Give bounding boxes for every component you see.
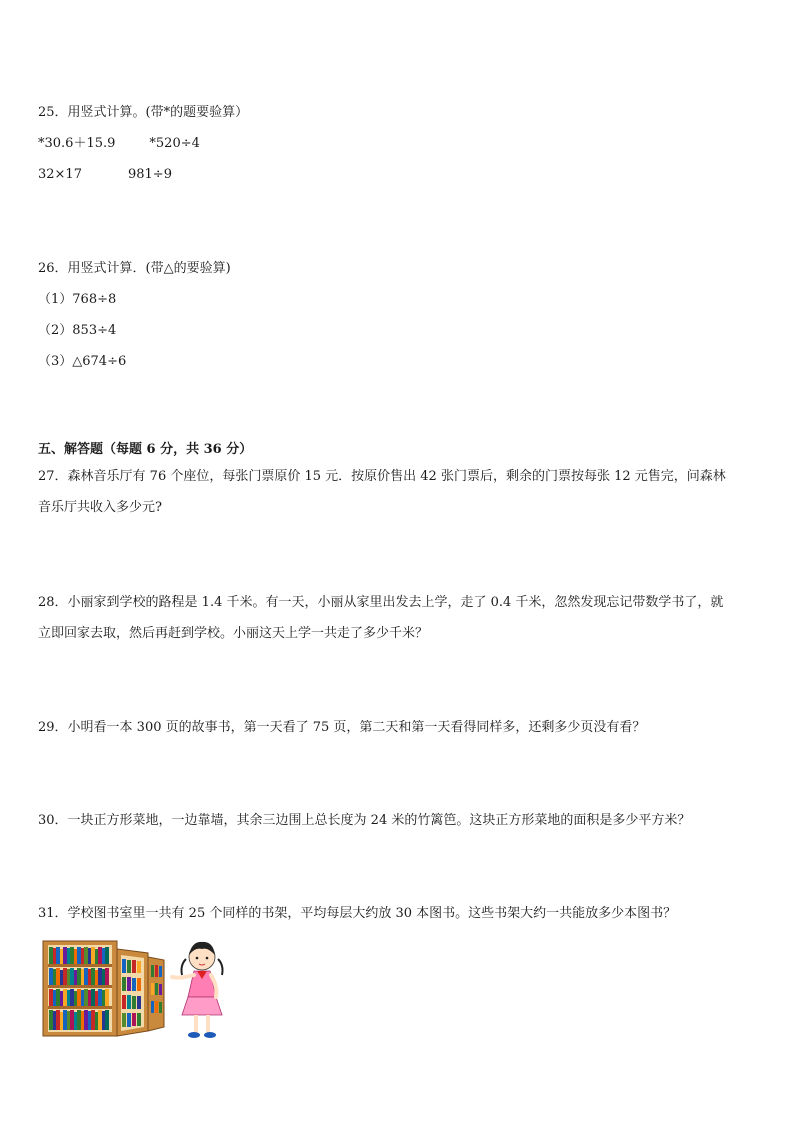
q29-text: 29．小明看一本 300 页的故事书，第一天看了 75 页，第二天和第一天看得同样多，还剩多少页没有看？ <box>38 720 646 735</box>
bookshelf-1 <box>43 941 117 1036</box>
q25-item-3: 32×17 <box>38 167 82 182</box>
q28-line1: 28．小丽家到学校的路程是 1.4 千米。有一天，小丽从家里出发去上学，走了 0.4 千米，忽然发现忘记带数学书了，就 <box>38 595 724 610</box>
q27-line1: 27．森林音乐厅有 76 个座位，每张门票原价 15 元．按原价售出 42 张门票后，剩余的门票按每张 12 元售完，问森林 <box>38 469 726 484</box>
q26-title: 26．用竖式计算．(带△的要验算) <box>38 261 231 276</box>
q25-title: 25．用竖式计算。(带*的题要验算） <box>38 105 249 120</box>
section5-heading: 五、解答题（每题 6 分，共 36 分） <box>38 442 253 457</box>
q25-row2 <box>38 166 172 184</box>
q25-item-2: *520÷4 <box>149 136 200 151</box>
q25-row1 <box>38 135 200 153</box>
q27-line2: 音乐厅共收入多少元? <box>38 500 162 515</box>
q31-text: 31．学校图书室里一共有 25 个同样的书架，平均每层大约放 30 本图书。这些书架大约一共能放多少本图书？ <box>38 906 677 921</box>
q28-line2: 立即回家去取，然后再赶到学校。小丽这天上学一共走了多少千米？ <box>38 626 429 641</box>
q26-item-2: （2）853÷4 <box>38 323 117 338</box>
bookshelf-3 <box>148 957 164 1031</box>
q26-item-1: （1）768÷8 <box>38 292 117 307</box>
girl-figure <box>172 942 223 1038</box>
q30-text: 30．一块正方形菜地，一边靠墙，其余三边围上总长度为 24 米的竹篱笆。这块正方形菜地的面积是多少平方米？ <box>38 813 691 828</box>
bookshelf-2 <box>117 949 148 1036</box>
q25-item-4: 981÷9 <box>127 167 172 182</box>
q25-item-1: *30.6＋15.9 <box>38 136 116 151</box>
q26-item-3: （3）△674÷6 <box>38 354 127 369</box>
bookshelf-girl-illustration <box>40 935 230 1045</box>
